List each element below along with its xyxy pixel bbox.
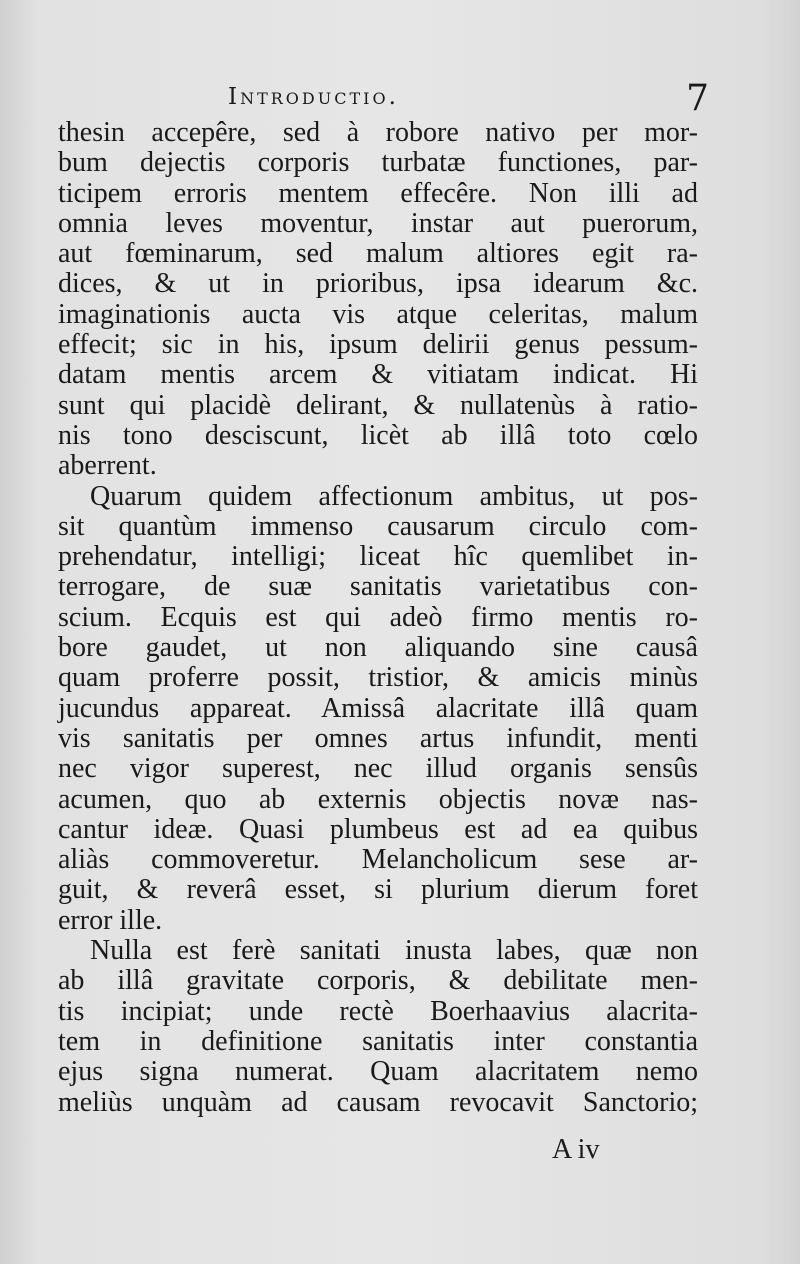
text-line: meliùs unquàm ad causam revocavit Sanctorio; — [58, 1086, 698, 1118]
page-number: 7 — [686, 78, 712, 119]
text-line: tem in definitione sanitatis inter constantia — [58, 1025, 698, 1057]
text-line: quam proferre possit, tristior, & amicis minùs — [58, 662, 698, 694]
paragraph-1 — [58, 118, 698, 482]
text-line: nec vigor superest, nec illud organis sensûs — [58, 753, 698, 785]
text-line: terrogare, de suæ sanitatis varietatibus con- — [58, 571, 698, 603]
text-line: omnia leves moventur, instar aut puerorum, — [58, 207, 698, 239]
text-line: scium. Ecquis est qui adeò firmo mentis ro- — [58, 601, 698, 633]
text-line: guit, & reverâ esset, si plurium dierum foret — [58, 874, 698, 906]
text-line: error ille. — [58, 904, 163, 936]
text-line: acumen, quo ab externis objectis novæ nas- — [58, 783, 698, 815]
text-line: thesin accepêre, sed à robore nativo per mor- — [58, 117, 698, 148]
text-line: ticipem erroris mentem effecêre. Non illi ad — [58, 177, 698, 209]
text-line: aberrent. — [58, 450, 157, 482]
text-line: effecit; sic in his, ipsum delirii genus pessum- — [58, 329, 698, 361]
text-line: nis tono desciscunt, licèt ab illâ toto cœlo — [58, 419, 698, 451]
text-line: jucundus appareat. Amissâ alacritate illâ quam — [58, 692, 698, 724]
text-line: imaginationis aucta vis atque celeritas, malum — [58, 298, 698, 330]
running-header — [60, 78, 712, 120]
running-title: Introductio. — [228, 84, 399, 110]
text-line: sit quantùm immenso causarum circulo com- — [58, 510, 698, 542]
paragraph-3 — [58, 936, 698, 1118]
text-line: bum dejectis corporis turbatæ functiones, par- — [58, 147, 698, 179]
text-line: dices, & ut in prioribus, ipsa idearum &c. — [58, 268, 698, 300]
text-line: Nulla est ferè sanitati inusta labes, quæ non — [90, 935, 698, 967]
text-line: sunt qui placidè delirant, & nullatenùs à ratio- — [58, 389, 698, 421]
text-line: ab illâ gravitate corporis, & debilitate men- — [58, 965, 698, 997]
paragraph-2 — [58, 482, 698, 936]
text-line: cantur ideæ. Quasi plumbeus est ad ea quibus — [58, 813, 698, 845]
signature-mark: A iv — [552, 1134, 600, 1165]
text-line: bore gaudet, ut non aliquando sine causâ — [58, 632, 698, 664]
text-line: tis incipiat; unde rectè Boerhaavius alacrita- — [58, 995, 698, 1027]
text-line: aliàs commoveretur. Melancholicum sese ar- — [58, 844, 698, 876]
text-line: vis sanitatis per omnes artus infundit, menti — [58, 722, 698, 754]
body-text — [58, 118, 698, 1118]
text-line: aut fœminarum, sed malum altiores egit ra- — [58, 238, 698, 270]
text-line: Quarum quidem affectionum ambitus, ut pos- — [90, 480, 698, 512]
text-line: prehendatur, intelligi; liceat hîc quemlibet in- — [58, 541, 698, 573]
text-line: datam mentis arcem & vitiatam indicat. Hi — [58, 359, 698, 391]
text-line: ejus signa numerat. Quam alacritatem nemo — [58, 1056, 698, 1088]
